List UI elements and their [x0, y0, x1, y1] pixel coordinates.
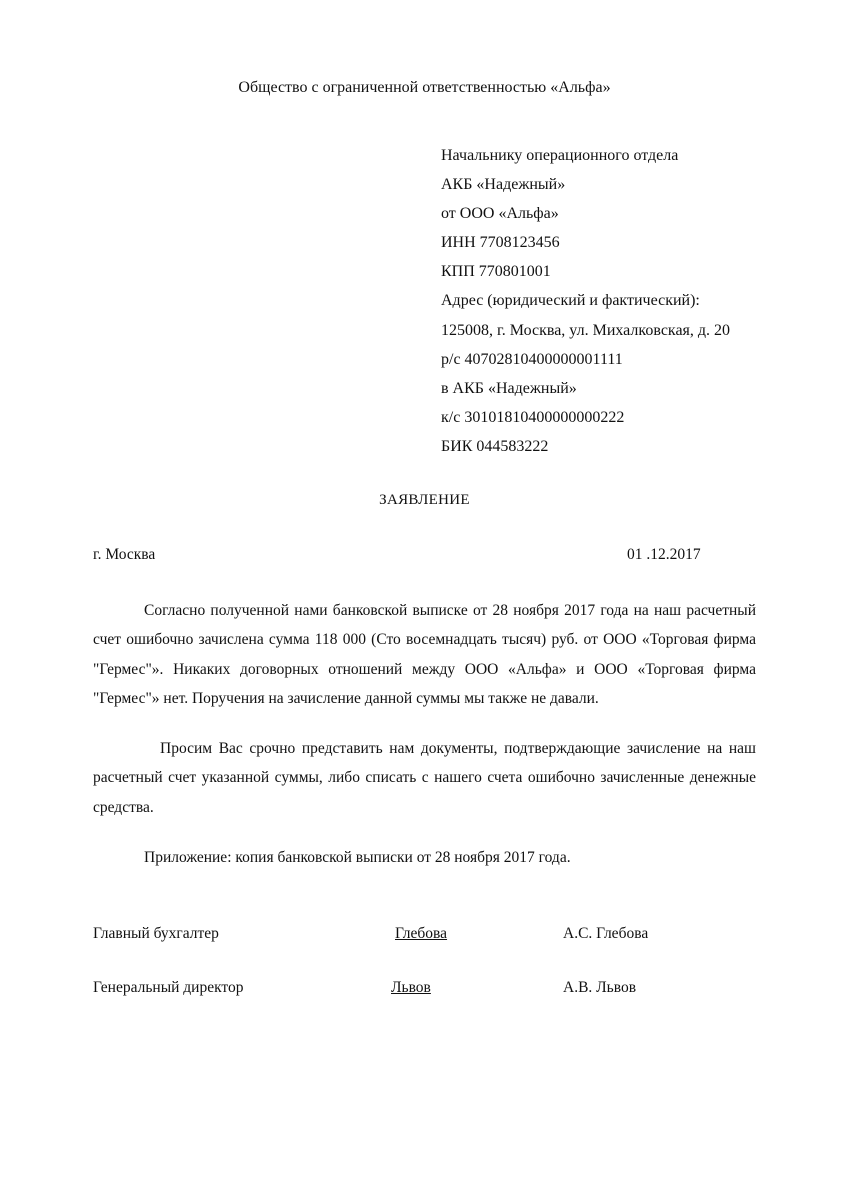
- document-title: ЗАЯВЛЕНИЕ: [379, 492, 470, 508]
- signature-director: Львов: [391, 979, 431, 996]
- paragraph-line: средства.: [93, 798, 154, 816]
- document-date: 01 .12.2017: [627, 546, 701, 563]
- signature-role-director: Генеральный директор: [93, 979, 244, 996]
- addressee-line: КПП 770801001: [441, 263, 551, 281]
- paragraph-line: Согласно полученной нами банковской выписке от 28 ноября 2017 года на наш расчетный: [144, 602, 756, 619]
- paragraph-line: счет ошибочно зачислена сумма 118 000 (Сто восемнадцать тысяч) руб. от ООО «Торговая фирма: [93, 631, 756, 649]
- paragraph-attachment: [93, 843, 756, 872]
- signature-name-director: А.В. Львов: [563, 979, 637, 996]
- attachment-line: Приложение: копия банковской выписки от 28 ноября 2017 года.: [144, 849, 571, 866]
- addressee-line: Начальнику операционного отдела: [441, 147, 679, 164]
- addressee-line: от ООО «Альфа»: [441, 205, 559, 223]
- addressee-block: [441, 141, 730, 461]
- signature-accountant: Глебова: [395, 925, 448, 942]
- addressee-line: БИК 044583222: [441, 437, 549, 455]
- addressee-line: 125008, г. Москва, ул. Михалковская, д. 20: [441, 321, 731, 339]
- paragraph-statement: [93, 596, 756, 713]
- paragraph-line: "Гермес"» нет. Поручения на зачисление данной суммы мы также не давали.: [93, 689, 599, 707]
- paragraph-line: Просим Вас срочно представить нам документы, подтверждающие зачисление на наш: [160, 740, 756, 757]
- paragraph-line: "Гермес"». Никаких договорных отношений между ООО «Альфа» и ООО «Торговая фирма: [93, 660, 756, 678]
- paragraph-line: расчетный счет указанной суммы, либо списать с нашего счета ошибочно зачисленные денежные: [93, 769, 756, 787]
- addressee-line: АКБ «Надежный»: [441, 176, 566, 194]
- paragraph-request: [93, 734, 756, 822]
- addressee-line: ИНН 7708123456: [441, 234, 560, 252]
- addressee-line: р/с 40702810400000001111: [441, 350, 623, 368]
- addressee-line: к/с 30101810400000000222: [441, 408, 625, 426]
- addressee-line: в АКБ «Надежный»: [441, 379, 577, 397]
- signature-name-accountant: А.С. Глебова: [563, 925, 649, 942]
- place: г. Москва: [93, 546, 156, 563]
- organization-title: Общество с ограниченной ответственностью «Альфа»: [238, 79, 611, 96]
- signature-role-accountant: Главный бухгалтер: [93, 925, 219, 942]
- addressee-line: Адрес (юридический и фактический):: [441, 292, 700, 310]
